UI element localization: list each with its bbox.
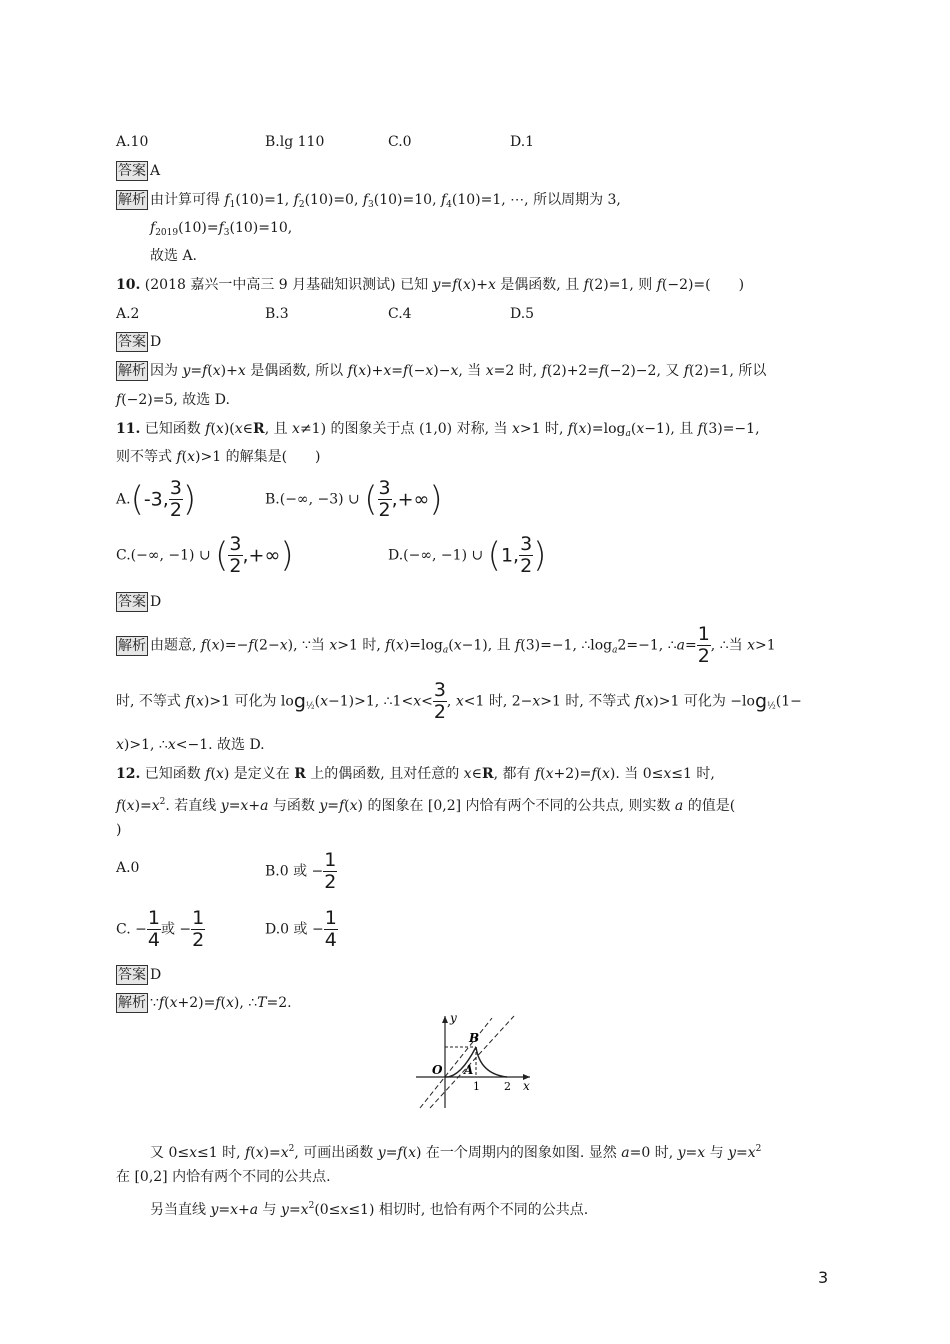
q10-option-b: B.3	[265, 306, 289, 322]
q11-analysis-line-3: x)>1, ∴x<−1. 故选 D.	[116, 737, 265, 753]
analysis-tag: 解析	[118, 637, 146, 654]
analysis-tag: 解析	[118, 363, 146, 379]
q11-analysis-line-2: 时, 不等式 f(x)>1 可化为 $\log_{\frac{1}{2}}(x-1)>1$, ∴1<x< $\frac{3}{2}$ , x<1 时, 2−x>1 时, 不等式 f(x)>1 可化为 $-\log_{\frac{1}{2}}(1-$	[116, 679, 802, 723]
label-a: A	[464, 1063, 474, 1077]
q10-stem: 10. (2018 嘉兴一中高三 9 月基础知识测试) 已知 y=f(x)+x 是偶函数, 且 f(2)=1, 则 f(−2)=( )	[116, 277, 745, 293]
label-tick-1: 1	[473, 1080, 480, 1093]
label-x: x	[523, 1079, 530, 1093]
label-tick-2: 2	[504, 1080, 511, 1093]
label-y: y	[450, 1011, 457, 1025]
analysis-tag: 解析	[118, 995, 146, 1011]
curve-periodic-part	[476, 1047, 507, 1077]
q12-option-b: B.0 或 − $\frac{1}{2}$	[265, 849, 337, 893]
q9-analysis-line-1: 解析 由计算可得 $f_1(10)=1$, $f_2(10)=0$, $f_3(10)=10$, $f_4(10)=1$, ⋯, 所以周期为 3,	[118, 192, 621, 210]
q12-option-d: D.0 或 − $\frac{1}{4}$	[265, 907, 337, 951]
q12-stem-line-1: 12. 已知函数 f(x) 是定义在 R 上的偶函数, 且对任意的 x∈R, 都有 f(x+2)=f(x). 当 0≤x≤1 时,	[116, 766, 715, 782]
q12-answer	[116, 965, 161, 985]
answer-value: A	[150, 163, 161, 179]
q11-option-d: D.(−∞, −1) ∪ (1, $\frac{3}{2}$ )	[388, 533, 547, 577]
answer-tag: 答案	[118, 163, 146, 179]
answer-value: D	[150, 334, 162, 350]
q11-stem-line-2: 则不等式 f(x)>1 的解集是( )	[116, 449, 321, 465]
q12-analysis-line-3: 在 [0,2] 内恰有两个不同的公共点.	[116, 1169, 331, 1185]
answer-tag: 答案	[118, 967, 146, 983]
answer-tag: 答案	[118, 334, 146, 350]
q10-answer	[116, 332, 161, 352]
q9-answer	[116, 161, 160, 181]
q12-analysis-line-4: 另当直线 y=x+a 与 $y=x^2(0\le x\le 1)$ 相切时, 也恰有两个不同的公共点.	[150, 1201, 589, 1218]
q9-option-b: B.lg 110	[265, 134, 325, 150]
analysis-tag: 解析	[118, 192, 146, 208]
q9-option-c: C.0	[388, 134, 412, 150]
q10-analysis-line-1: 解析 因为 y=f(x)+x 是偶函数, 所以 f(x)+x=f(−x)−x, 当 x=2 时, f(2)+2=f(−2)−2, 又 f(2)=1, 所以	[118, 363, 767, 379]
q12-option-a: A.0	[116, 860, 140, 876]
q9-option-a: A.10	[116, 134, 149, 150]
q12-option-c: C. − $\frac{1}{4}$ 或 − $\frac{1}{2}$	[116, 907, 205, 951]
q11-stem-line-1: 11. 已知函数 f(x)(x∈R, 且 x≠1) 的图象关于点 (1,0) 对称, 当 x>1 时, $f(x)=\log_a(x-1)$, 且 f(3)=−1,	[116, 421, 760, 439]
q10-analysis-line-2: f(−2)=5, 故选 D.	[116, 392, 230, 408]
q11-answer	[116, 592, 161, 612]
answer-value: D	[150, 594, 162, 610]
q12-stem-line-2: $f(x)=x^2$. 若直线 y=x+a 与函数 y=f(x) 的图象在 [0,2] 内恰有两个不同的公共点, 则实数 a 的值是(	[116, 797, 736, 814]
q10-option-c: C.4	[388, 306, 412, 322]
label-b: B	[469, 1031, 480, 1045]
q9-analysis-line-2: $f_{2019}(10)=f_3(10)=10$,	[150, 220, 293, 238]
q10-option-a: A.2	[116, 306, 140, 322]
q9-option-d: D.1	[510, 134, 535, 150]
q11-analysis-line-1: 解析 由题意, f(x)=−f(2−x), ∵当 x>1 时, $f(x)=\log_a(x-1)$, 且 f(3)=−1, $\therefore\log_a2=-1$, ∴a= $\frac{1}{2}$ , ∴当 x>1	[118, 623, 776, 667]
y-axis-arrow	[442, 1016, 448, 1023]
answer-tag: 答案	[118, 594, 146, 610]
page-number: 3	[818, 1268, 829, 1287]
q11-option-a: A.(-3, $\frac{3}{2}$ )	[116, 477, 197, 521]
q10-option-d: D.5	[510, 306, 535, 322]
function-graph-figure	[410, 1010, 540, 1112]
label-o: O	[432, 1063, 443, 1077]
q11-option-c: C.(−∞, −1) ∪ ( $\frac{3}{2}$ ,+∞)	[116, 533, 294, 577]
q9-analysis-line-3: 故选 A.	[150, 248, 198, 264]
q11-option-b: B.(−∞, −3) ∪ ( $\frac{3}{2}$ ,+∞)	[265, 477, 443, 521]
dashed-line-tangent	[430, 1016, 514, 1108]
q12-analysis-line-2: 又 0≤x≤1 时, $f(x)=x^2$, 可画出函数 y=f(x) 在一个周期内的图象如图. 显然 a=0 时, y=x 与 $y=x^2$	[150, 1144, 762, 1161]
q12-stem-line-3: )	[116, 822, 122, 838]
answer-value: D	[150, 967, 162, 983]
q12-analysis-line-1: 解析 ∵f(x+2)=f(x), ∴T=2.	[118, 995, 292, 1011]
